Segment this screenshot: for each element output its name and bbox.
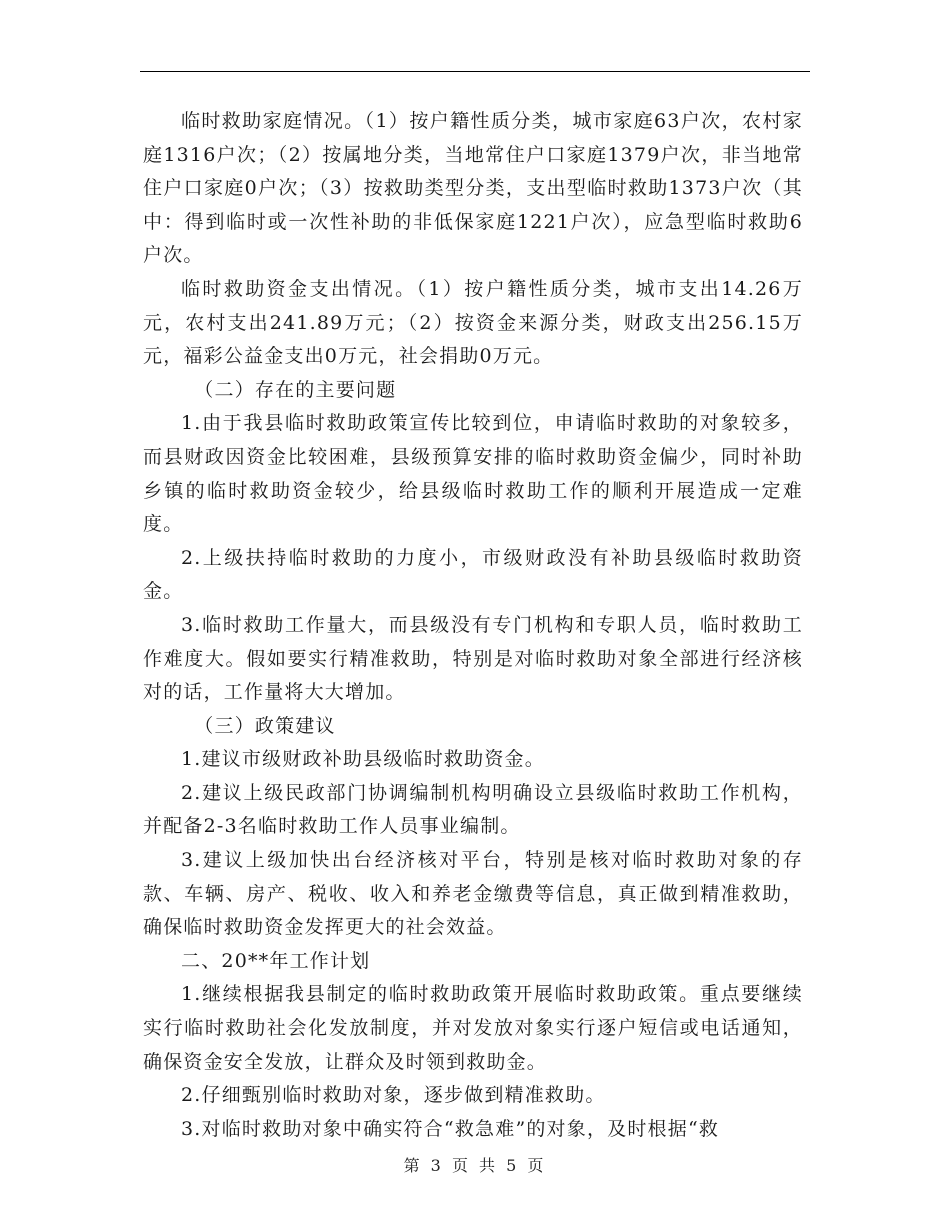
paragraph-problem-3: 3.临时救助工作量大，而县级没有专门机构和专职人员，临时救助工作难度大。假如要实行精准救助，特别是对临时救助对象全部进行经济核对的话，工作量将大大增加。 [143, 613, 803, 704]
header-rule [140, 71, 810, 72]
paragraph-problem-2: 2.上级扶持临时救助的力度小，市级财政没有补助县级临时救助资金。 [143, 546, 803, 603]
paragraph-problem-1: 1.由于我县临时救助政策宣传比较到位，申请临时救助的对象较多，而县财政因资金比较困难，县级预算安排的临时救助资金偏少，同时补助乡镇的临时救助资金较少，给县级临时救助工作的顺利开展造成一定难度。 [143, 412, 803, 536]
paragraph-household-stats: 临时救助家庭情况。（1）按户籍性质分类，城市家庭63户次，农村家庭1316户次；（2）按属地分类，当地常住户口家庭1379户次，非当地常住户口家庭0户次；（3）按救助类型分类，支出型临时救助1373户次（其中：得到临时或一次性补助的非低保家庭1221户次），应急型临时救助6户次。 [143, 110, 803, 267]
section-heading-work-plan: 二、20**年工作计划 [181, 949, 371, 972]
paragraph-plan-3: 3.对临时救助对象中确实符合“救急难”的对象，及时根据“救 [181, 1117, 720, 1140]
paragraph-suggestion-2: 2.建议上级民政部门协调编制机构明确设立县级临时救助工作机构，并配备2-3名临时救助工作人员事业编制。 [143, 781, 803, 838]
paragraph-suggestion-1: 1.建议市级财政补助县级临时救助资金。 [181, 748, 545, 771]
section-heading-main-problems: （二）存在的主要问题 [194, 378, 397, 401]
page-number-footer: 第 3 页 共 5 页 [403, 1156, 547, 1175]
paragraph-plan-1: 1.继续根据我县制定的临时救助政策开展临时救助政策。重点要继续实行临时救助社会化发放制度，并对发放对象实行逐户短信或电话通知，确保资金安全发放，让群众及时领到救助金。 [143, 983, 803, 1073]
paragraph-fund-expenditure: 临时救助资金支出情况。（1）按户籍性质分类，城市支出14.26万元，农村支出241.89万元；（2）按资金来源分类，财政支出256.15万元，福彩公益金支出0万元，社会捐助0万元。 [143, 277, 803, 368]
section-heading-policy-suggestions: （三）政策建议 [194, 714, 336, 737]
paragraph-plan-2: 2.仔细甄别临时救助对象，逐步做到精准救助。 [181, 1084, 606, 1107]
document-body [143, 105, 803, 1146]
paragraph-suggestion-3: 3.建议上级加快出台经济核对平台，特别是核对临时救助对象的存款、车辆、房产、税收、收入和养老金缴费等信息，真正做到精准救助，确保临时救助资金发挥更大的社会效益。 [143, 849, 803, 939]
